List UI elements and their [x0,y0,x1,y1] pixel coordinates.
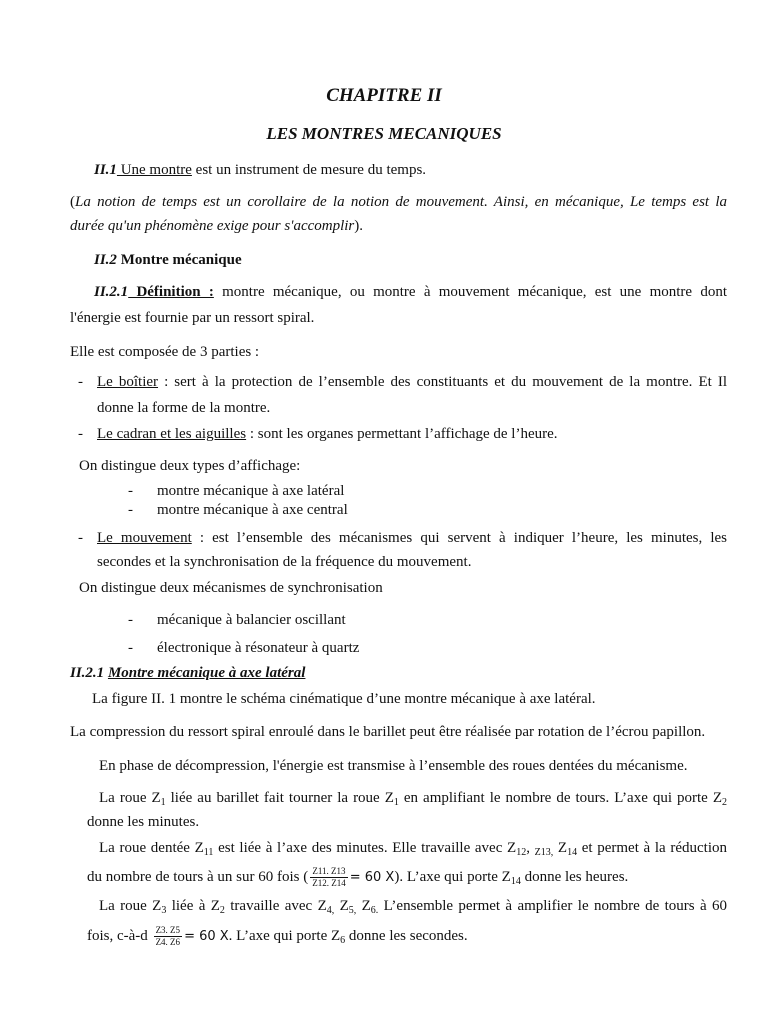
sub-bullet-dash: - [128,612,133,628]
cadran-line [97,424,558,444]
chapter-heading: CHAPITRE II [326,85,442,106]
text: La roue Z [99,790,161,806]
definition-line-2: l'énergie est fournie par un ressort spiral. [70,310,315,326]
subscript: 4, [326,905,335,916]
section-2-2-1-heading [70,663,305,683]
note-text: La notion de temps est un corollaire de la notion de mouvement. Ainsi, en mécanique, Le temps est la [75,194,727,210]
bullet-dash: - [78,426,83,442]
text: donne les heures. [520,869,629,885]
definition-line-1 [94,282,727,302]
text: , [526,840,535,856]
subscript: 1 [393,797,399,808]
synchro-intro: On distingue deux mécanismes de synchronisation [79,580,383,596]
text: donne les secondes. [345,928,468,944]
mouvement-line-1 [97,528,727,548]
paragraph-text: : sert à la protection de l’ensemble des constituants et du mouvement de la montre. Et Il [158,374,727,390]
term: Le mouvement [97,530,192,546]
subscript: 12 [516,847,527,858]
chapter-title: LES MONTRES MECANIQUES [266,124,502,143]
section-number: II.1 [94,162,117,178]
roue-z11-line-1 [99,838,727,863]
synchro-item: mécanique à balancier oscillant [157,612,346,628]
subscript: 3 [161,905,167,916]
boitier-line-2: donne la forme de la montre. [97,400,271,416]
parts-intro: Elle est composée de 3 parties : [70,344,260,360]
paragraph-text: : sont les organes permettant l’affichage de l’heure. [246,426,558,442]
subscript: 11 [203,847,214,858]
text: liée au barillet fait tourner la roue Z [165,790,394,806]
subscript: 6. [370,905,379,916]
subscript: 14 [567,847,578,858]
affichage-item: montre mécanique à axe latéral [157,483,345,499]
affichage-intro: On distingue deux types d’affichage: [79,458,301,474]
text: ). L’axe qui porte Z [394,869,511,885]
boitier-line-1 [97,372,727,392]
subscript: Z13, [534,847,554,858]
equation: = 60 X [184,929,229,944]
text: La roue Z [99,898,162,914]
bullet-dash: - [78,374,83,390]
note-line-2 [70,216,363,236]
synchro-item: électronique à résonateur à quartz [157,640,360,656]
term: Le boîtier [97,374,159,390]
text: du nombre de tours à un sur 60 fois ( [87,869,309,885]
section-1-1 [94,160,426,180]
fraction-denominator: Z12. Z14 [312,878,346,889]
text: et permet à la réduction [577,840,728,856]
mouvement-line-2: secondes et la synchronisation de la fréquence du mouvement. [97,554,472,570]
fraction [154,925,183,948]
section-number: II.2.1 [70,665,105,681]
note-line-1 [70,192,727,212]
sub-bullet-dash: - [128,502,133,518]
text: La roue dentée Z [99,840,204,856]
section-1-2 [94,250,242,270]
term: Définition : [128,284,214,300]
subscript: 14 [510,876,521,887]
paren: ( [70,194,75,210]
subscript: 6 [340,935,346,946]
roue-z1-line-2: donne les minutes. [87,814,200,830]
text: liée à Z [166,898,220,914]
equation: = 60 X [349,870,395,885]
paragraph-text: montre mécanique, ou montre à mouvement mécanique, est une montre dont [213,284,727,300]
affichage-item: montre mécanique à axe central [157,502,348,518]
sub-bullet-dash: - [128,483,133,499]
subscript: 2 [219,905,225,916]
paren: ). [354,218,364,234]
text: fois, c-à-d [87,928,152,944]
note-text: durée qu'un phénomène exige pour s'accomplir [70,218,355,234]
text: Z [553,840,568,856]
paragraph-decompression: En phase de décompression, l'énergie est transmise à l’ensemble des roues dentées du mécanisme. [99,758,688,774]
text: est liée à l’axe des minutes. Elle travaille avec Z [213,840,517,856]
fraction [310,866,348,889]
subscript: 5, [348,905,357,916]
text: . L’axe qui porte Z [228,928,341,944]
text: travaille avec Z [224,898,327,914]
roue-z3-line-2 [87,922,468,955]
subscript: 2 [722,797,728,808]
roue-z1-line-1 [99,788,727,813]
paragraph-text: est un instrument de mesure du temps. [191,162,427,178]
section-title: Montre mécanique à axe latéral [107,665,306,681]
section-title: Montre mécanique [116,252,242,268]
paragraph-compression: La compression du ressort spiral enroulé dans le barillet peut être réalisée par rotation de l’écrou papillon. [70,724,706,740]
section-number: II.2 [94,252,117,268]
paragraph-text: : est l’ensemble des mécanismes qui servent à indiquer l’heure, les minutes, les [191,530,727,546]
text: Z [334,898,349,914]
text: en amplifiant le nombre de tours. L’axe qui porte Z [398,790,723,806]
term: Le cadran et les aiguilles [97,426,247,442]
fraction-denominator: Z4. Z6 [155,937,181,948]
roue-z3-line-1 [99,896,727,921]
text: L’ensemble permet à amplifier le nombre de tours à 60 [378,898,728,914]
fraction-numerator: Z3. Z5 [155,925,181,936]
section-number: II.2.1 [94,284,129,300]
sub-bullet-dash: - [128,640,133,656]
bullet-dash: - [78,530,83,546]
subscript: 1 [160,797,166,808]
term: Une montre [116,162,192,178]
text: Z [356,898,371,914]
roue-z11-line-2 [87,864,628,895]
paragraph-figure: La figure II. 1 montre le schéma cinématique d’une montre mécanique à axe latéral. [92,691,596,707]
fraction-numerator: Z11. Z13 [310,866,348,878]
